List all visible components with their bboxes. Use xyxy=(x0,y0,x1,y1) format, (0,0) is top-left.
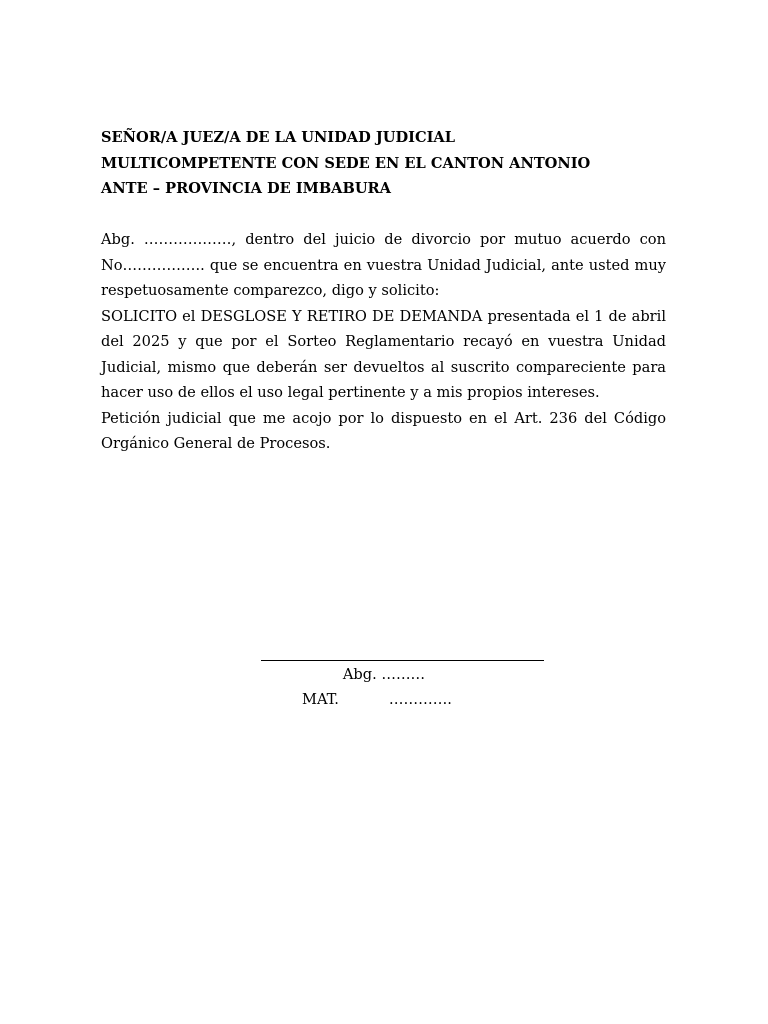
mat-value: …………. xyxy=(388,691,452,708)
signature-name: Abg. ……… xyxy=(342,666,426,683)
heading-line-1: SEÑOR/A JUEZ/A DE LA UNIDAD JUDICIAL xyxy=(101,129,455,146)
document-body xyxy=(101,227,666,457)
heading-line-2: MULTICOMPETENTE CON SEDE EN EL CANTON ANTONIO xyxy=(101,154,591,172)
mat-label: MAT. xyxy=(302,691,339,708)
document-heading xyxy=(101,125,681,202)
body-paragraph-1: Abg. ………………, dentro del juicio de divorcio por mutuo acuerdo con No…………….. que se encuentra en vuestra Unidad Judicial, ante usted muy respetuosamente comparezco, digo y solicito: xyxy=(101,231,666,299)
heading-line-3: ANTE – PROVINCIA DE IMBABURA xyxy=(101,180,392,198)
body-paragraph-3: Petición judicial que me acojo por lo dispuesto en el Art. 236 del Código Orgánico General de Procesos. xyxy=(101,409,666,452)
signature-registration xyxy=(302,689,452,711)
body-paragraph-2: SOLICITO el DESGLOSE Y RETIRO DE DEMANDA presentada el 1 de abril del 2025 y que por el Sorteo Reglamentario recayó en vuestra Unidad Judicial, mismo que deberán ser devueltos al suscrito compareciente para hacer uso de ellos el uso legal pertinente y a mis propios intereses. xyxy=(101,307,666,401)
signature-line xyxy=(261,660,544,661)
